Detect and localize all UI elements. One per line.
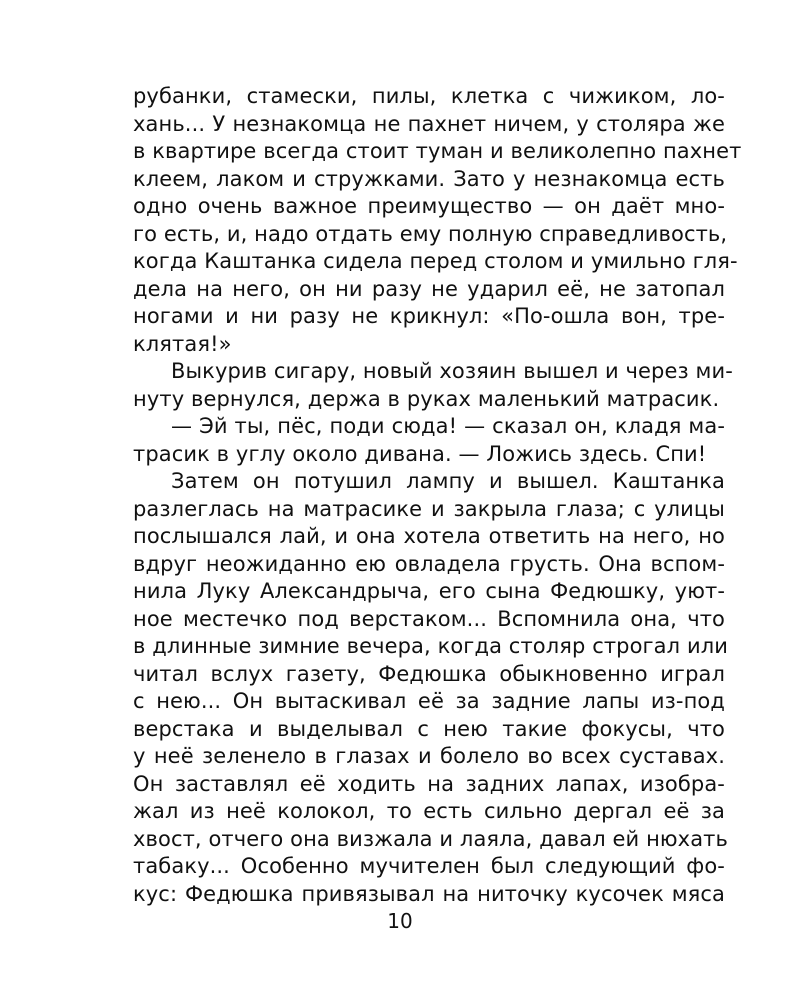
text-line: клеем, лаком и стружками. Зато у незнакомца есть bbox=[133, 167, 725, 191]
text-line: го есть, и, надо отдать ему полную справедливость, bbox=[133, 222, 728, 246]
page-number: 10 bbox=[387, 909, 413, 933]
text-line: нуту вернулся, держа в руках маленький матрасик. bbox=[133, 387, 720, 411]
text-line: в квартире всегда стоит туман и великолепно пахнет bbox=[133, 139, 742, 163]
text-line: нила Луку Александрыча, его сына Федюшку, уют- bbox=[133, 579, 725, 603]
text-line: табаку... Особенно мучителен был следующий фо- bbox=[133, 854, 725, 878]
text-line: дела на него, он ни разу не ударил её, не затопал bbox=[133, 277, 725, 301]
text-line: клятая!» bbox=[133, 332, 232, 356]
text-line: вдруг неожиданно ею овладела грусть. Она вспом- bbox=[133, 552, 725, 576]
text-line: с нею... Он вытаскивал её за задние лапы из-под bbox=[133, 689, 725, 713]
text-line: ногами и ни разу не крикнул: «По-ошла вон, тре- bbox=[133, 304, 725, 328]
text-line: хвост, отчего она визжала и лаяла, давал ей нюхать bbox=[133, 827, 728, 851]
text-line: Выкурив сигару, новый хозяин вышел и через ми- bbox=[171, 359, 733, 383]
text-line: Он заставлял её ходить на задних лапах, изобра- bbox=[133, 772, 725, 796]
text-line: ное местечко под верстаком... Вспомнила она, что bbox=[133, 607, 725, 631]
dialogue-line: — Эй ты, пёс, поди сюда! — сказал он, кладя ма- bbox=[171, 414, 725, 438]
text-line: жал из неё колокол, то есть сильно дергал её за bbox=[133, 799, 725, 823]
text-line: разлеглась на матрасике и закрыла глаза; с улицы bbox=[133, 497, 725, 521]
text-line: трасик в углу около дивана. — Ложись здесь. Спи! bbox=[133, 442, 707, 466]
text-line: у неё зеленело в глазах и болело во всех суставах. bbox=[133, 744, 725, 768]
text-line: кус: Федюшка привязывал на ниточку кусочек мяса bbox=[133, 882, 725, 906]
text-line: читал вслух газету, Федюшка обыкновенно играл bbox=[133, 662, 725, 686]
text-line: хань... У незнакомца не пахнет ничем, у столяра же bbox=[133, 112, 725, 136]
text-line: верстака и выделывал с нею такие фокусы, что bbox=[133, 717, 725, 741]
text-line: рубанки, стамески, пилы, клетка с чижиком, ло- bbox=[133, 84, 725, 108]
text-line: Затем он потушил лампу и вышел. Каштанка bbox=[171, 469, 725, 493]
text-line: когда Каштанка сидела перед столом и умильно гля- bbox=[133, 249, 738, 273]
text-line: послышался лай, и она хотела ответить на него, но bbox=[133, 524, 725, 548]
text-line: одно очень важное преимущество — он даёт мно- bbox=[133, 194, 725, 218]
text-line: в длинные зимние вечера, когда столяр строгал или bbox=[133, 634, 728, 658]
